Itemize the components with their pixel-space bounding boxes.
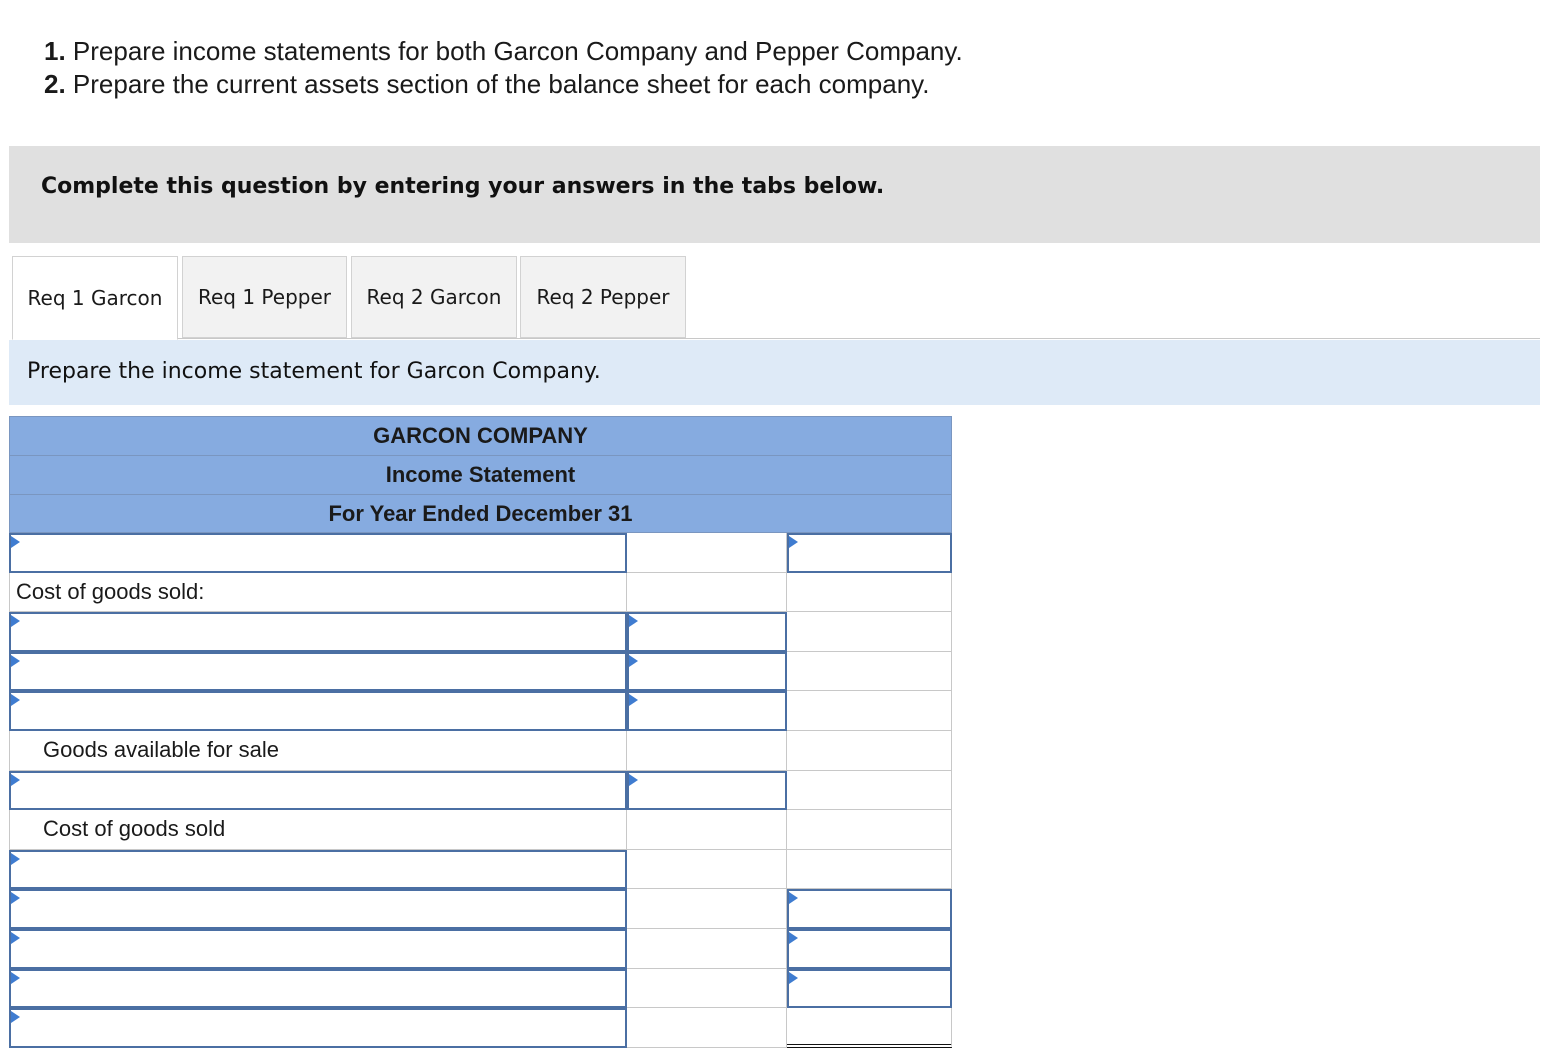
total-cell bbox=[787, 691, 952, 731]
table-row bbox=[9, 850, 952, 890]
total-input[interactable] bbox=[787, 889, 952, 929]
total-cell bbox=[787, 573, 952, 613]
total-cell bbox=[787, 850, 952, 890]
amount-cell bbox=[627, 850, 787, 890]
income-statement bbox=[9, 416, 952, 1048]
table-row bbox=[9, 533, 952, 573]
table-row bbox=[9, 652, 952, 692]
row-label bbox=[9, 810, 627, 850]
label-input[interactable] bbox=[9, 612, 627, 652]
row-label bbox=[9, 731, 627, 771]
label-input[interactable] bbox=[9, 691, 627, 731]
total-cell bbox=[787, 810, 952, 850]
instruction-banner bbox=[9, 146, 1540, 243]
total-input[interactable] bbox=[787, 929, 952, 969]
goods-available-label: Goods available for sale bbox=[43, 736, 280, 762]
amount-input[interactable] bbox=[627, 652, 787, 692]
prompt-text: Prepare the income statement for Garcon Company. bbox=[27, 359, 601, 384]
amount-cell bbox=[627, 969, 787, 1009]
amount-cell bbox=[627, 889, 787, 929]
statement-period: For Year Ended December 31 bbox=[9, 494, 952, 533]
label-input[interactable] bbox=[9, 1008, 627, 1048]
label-input[interactable] bbox=[9, 889, 627, 929]
statement-title: Income Statement bbox=[9, 455, 952, 494]
label-input[interactable] bbox=[9, 533, 627, 573]
banner-text: Complete this question by entering your answers in the tabs below. bbox=[41, 174, 885, 199]
table-row bbox=[9, 1008, 952, 1048]
total-cell bbox=[787, 731, 952, 771]
cost-of-goods-sold-label: Cost of goods sold bbox=[43, 816, 226, 842]
label-input[interactable] bbox=[9, 652, 627, 692]
label-input[interactable] bbox=[9, 771, 627, 811]
row-label bbox=[9, 573, 627, 613]
amount-input[interactable] bbox=[627, 691, 787, 731]
label-input[interactable] bbox=[9, 929, 627, 969]
amount-input[interactable] bbox=[627, 612, 787, 652]
table-row bbox=[9, 889, 952, 929]
total-cell bbox=[787, 612, 952, 652]
table-row bbox=[9, 969, 952, 1009]
cogs-heading: Cost of goods sold: bbox=[16, 578, 205, 604]
total-cell bbox=[787, 771, 952, 811]
amount-cell bbox=[627, 533, 787, 573]
table-row bbox=[9, 573, 952, 613]
instruction-2: 2. Prepare the current assets section of the balance sheet for each company. bbox=[44, 69, 930, 99]
amount-cell bbox=[627, 1008, 787, 1048]
instruction-1: 1. Prepare income statements for both Garcon Company and Pepper Company. bbox=[44, 36, 963, 66]
amount-cell bbox=[627, 810, 787, 850]
total-cell bbox=[787, 652, 952, 692]
company-name: GARCON COMPANY bbox=[9, 416, 952, 455]
table-row bbox=[9, 929, 952, 969]
amount-cell bbox=[627, 929, 787, 969]
table-row bbox=[9, 771, 952, 811]
tab-req1-pepper[interactable]: Req 1 Pepper bbox=[182, 256, 347, 338]
tab-req1-garcon[interactable]: Req 1 Garcon bbox=[12, 256, 178, 340]
tab-req2-garcon[interactable]: Req 2 Garcon bbox=[351, 256, 517, 338]
table-row bbox=[9, 612, 952, 652]
tab-divider bbox=[178, 338, 1540, 339]
label-input[interactable] bbox=[9, 850, 627, 890]
amount-input[interactable] bbox=[627, 771, 787, 811]
table-row bbox=[9, 691, 952, 731]
amount-cell bbox=[627, 731, 787, 771]
label-input[interactable] bbox=[9, 969, 627, 1009]
total-input[interactable] bbox=[787, 969, 952, 1009]
instructions bbox=[44, 35, 963, 101]
table-row bbox=[9, 810, 952, 850]
tab-req2-pepper[interactable]: Req 2 Pepper bbox=[520, 256, 686, 338]
total-input[interactable] bbox=[787, 533, 952, 573]
table-row bbox=[9, 731, 952, 771]
question-prompt bbox=[9, 340, 1540, 405]
net-total-cell bbox=[787, 1008, 952, 1048]
amount-cell bbox=[627, 573, 787, 613]
